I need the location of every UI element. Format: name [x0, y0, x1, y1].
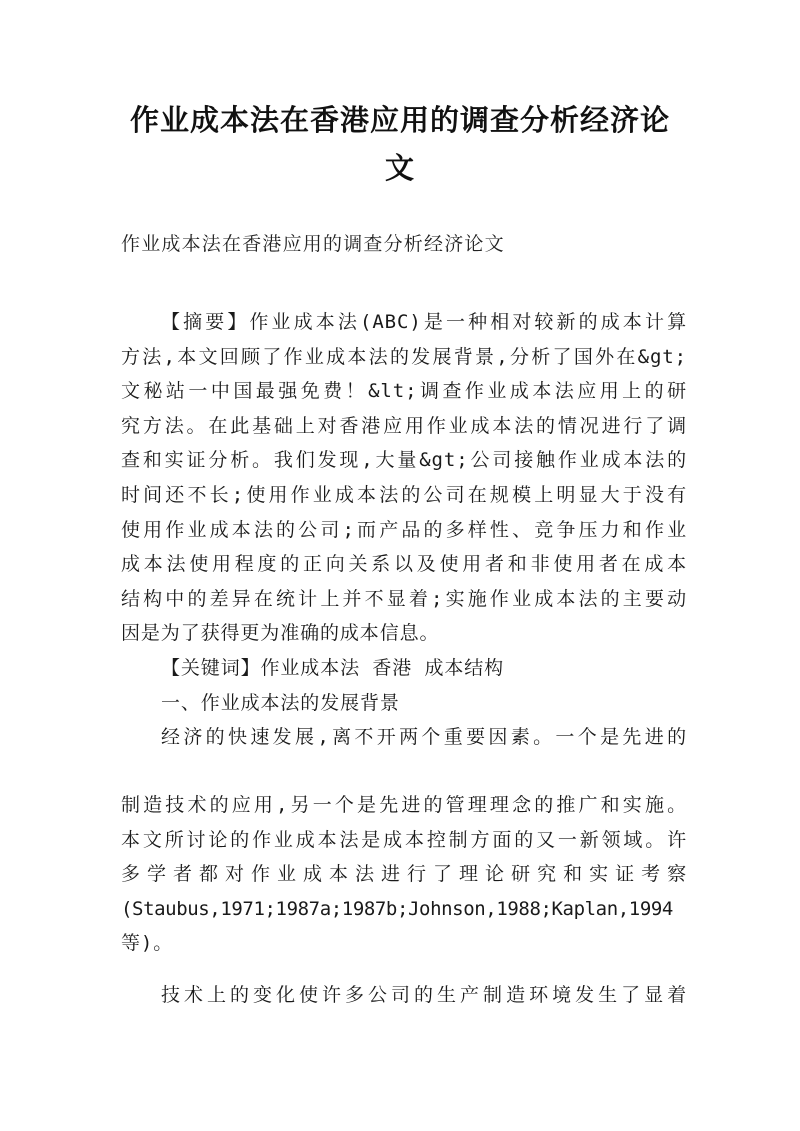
section-heading: 一、作业成本法的发展背景 — [161, 691, 400, 714]
keywords-line: 【关键词】作业成本法 香港 成本结构 — [161, 656, 505, 679]
text-line: 使用作业成本法的公司;而产品的多样性、竞争压力和作业 — [121, 518, 687, 541]
text-line: 因是为了获得更为准确的成本信息。 — [121, 622, 440, 645]
text-line: 本文所讨论的作业成本法是成本控制方面的又一新领域。许 — [121, 828, 687, 851]
text-line: 多学者都对作业成本法进行了理论研究和实证考察 — [121, 863, 687, 886]
text-line: (Staubus,1971;1987a;1987b;Johnson,1988;Kaplan,1994 — [121, 897, 673, 920]
paragraph-block — [121, 788, 687, 961]
text-line: 成本法使用程度的正向关系以及使用者和非使用者在成本 — [121, 553, 687, 576]
text-line: 查和实证分析。我们发现,大量&gt;公司接触作业成本法的 — [121, 449, 687, 472]
text-line: 究方法。在此基础上对香港应用作业成本法的情况进行了调 — [121, 414, 687, 437]
title-line-2: 文 — [384, 151, 415, 185]
text-line: 经济的快速发展,离不开两个重要因素。一个是先进的 — [161, 726, 687, 749]
text-line: 时间还不长;使用作业成本法的公司在规模上明显大于没有 — [121, 483, 687, 506]
text-line: 文秘站一中国最强免费！&lt;调查作业成本法应用上的研 — [121, 380, 687, 403]
text-line: 等)。 — [121, 932, 174, 955]
title-line-1: 作业成本法在香港应用的调查分析经济论 — [129, 103, 670, 137]
text-line: 技术上的变化使许多公司的生产制造环境发生了显着 — [161, 984, 687, 1006]
text-line: 制造技术的应用,另一个是先进的管理理念的推广和实施。 — [121, 794, 687, 816]
text-line: 方法,本文回顾了作业成本法的发展背景,分析了国外在&gt; — [121, 345, 687, 368]
document-title — [100, 96, 700, 192]
abstract-block — [121, 305, 687, 755]
text-line: 结构中的差异在统计上并不显着;实施作业成本法的主要动 — [121, 587, 687, 610]
text-line: 【摘要】作业成本法(ABC)是一种相对较新的成本计算 — [161, 311, 687, 333]
paragraph-block — [121, 978, 687, 1013]
document-subtitle: 作业成本法在香港应用的调查分析经济论文 — [121, 233, 505, 255]
